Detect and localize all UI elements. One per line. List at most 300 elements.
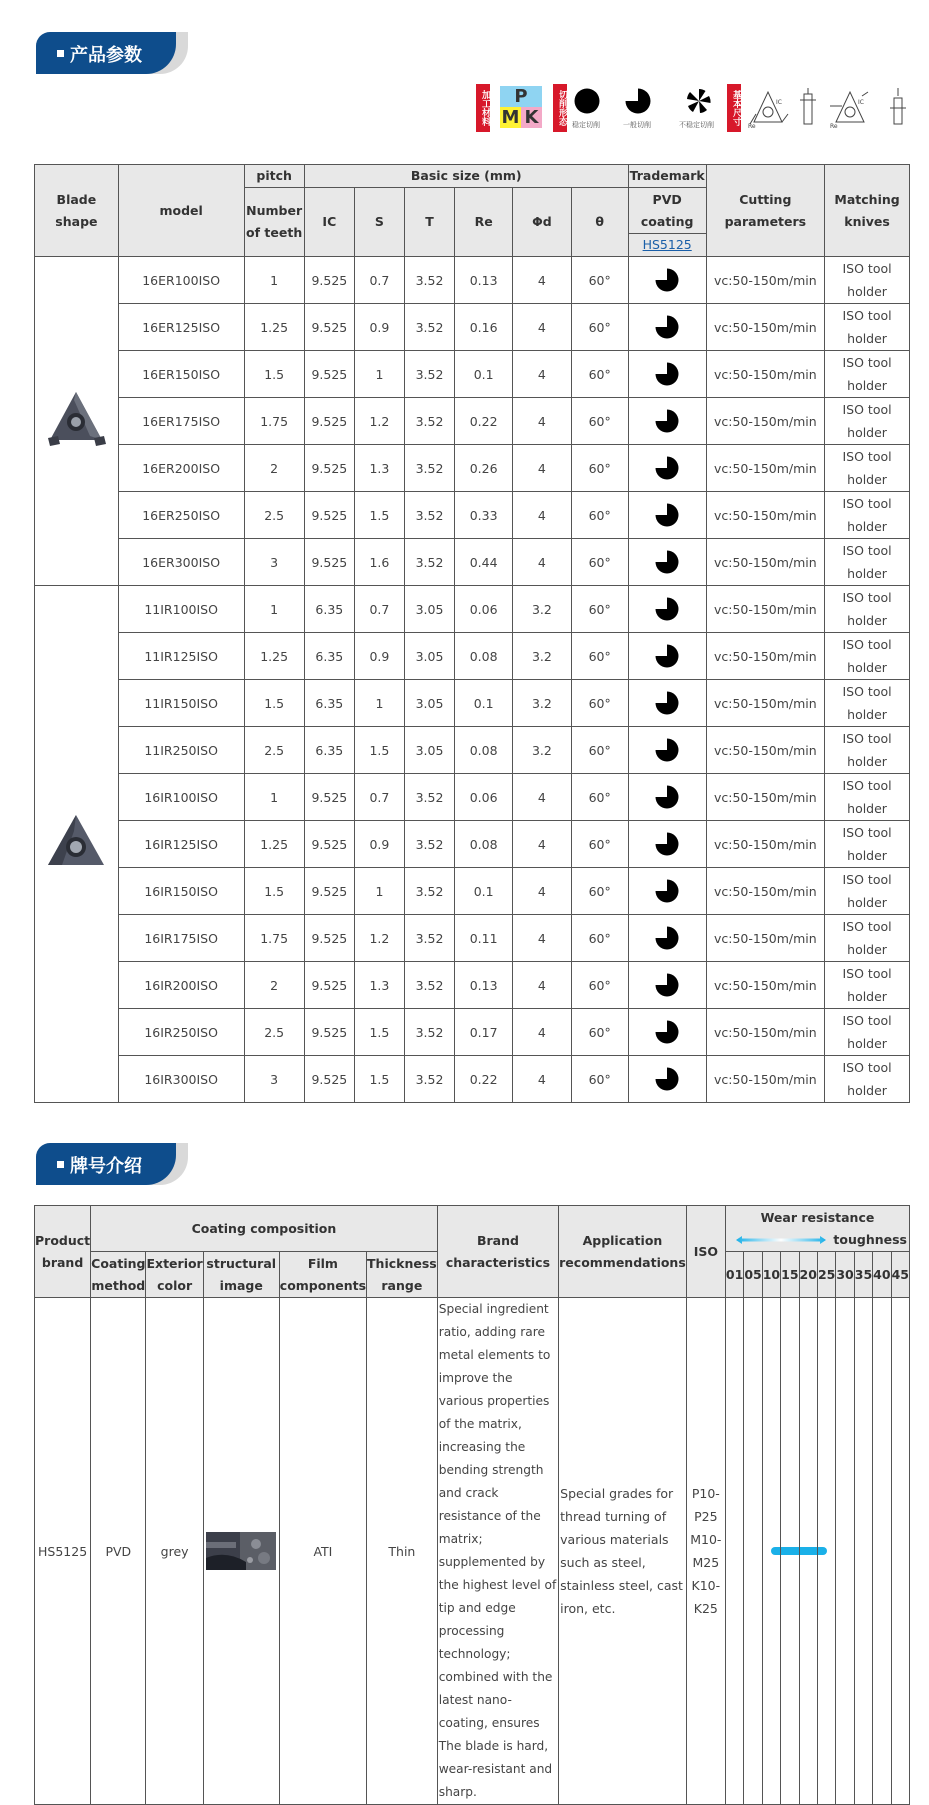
cell-d: 4 [513, 492, 571, 539]
cell-t: 3.52 [404, 915, 454, 962]
cell-s: 0.7 [354, 257, 404, 304]
cell-d: 3.2 [513, 633, 571, 680]
cell-cutting-parameters: vc:50-150m/min [706, 915, 825, 962]
wear-scale-cell [873, 1298, 891, 1805]
cell-t: 3.52 [404, 304, 454, 351]
wear-scale-tick: 25 [817, 1252, 835, 1298]
cell-pvd-coating [628, 727, 706, 774]
cell-cutting-parameters: vc:50-150m/min [706, 351, 825, 398]
wear-scale-cell [762, 1298, 780, 1805]
cell-model: 16IR100ISO [118, 774, 244, 821]
cell-s: 1.5 [354, 492, 404, 539]
cell-t: 3.52 [404, 774, 454, 821]
cell-pvd-coating [628, 868, 706, 915]
general-cutting-icon [655, 550, 679, 574]
cell-pitch: 2.5 [244, 1009, 304, 1056]
general-cutting-icon [655, 597, 679, 621]
wear-scale-tick: 45 [891, 1252, 909, 1298]
cell-d: 4 [513, 868, 571, 915]
cell-s: 1.6 [354, 539, 404, 586]
cell-re: 0.17 [455, 1009, 513, 1056]
cell-matching-knives: ISO tool holder [825, 1009, 910, 1056]
cell-pitch: 1.5 [244, 868, 304, 915]
header-pvd-coating: PVD coating [628, 188, 706, 234]
table-row [35, 633, 910, 680]
cell-pitch: 2 [244, 445, 304, 492]
cell-d: 4 [513, 962, 571, 1009]
wear-scale-cell [725, 1298, 743, 1805]
table-row [35, 1009, 910, 1056]
cell-pitch: 1.5 [244, 351, 304, 398]
cell-s: 1 [354, 868, 404, 915]
cell-theta: 60° [571, 257, 628, 304]
cell-pitch: 3 [244, 1056, 304, 1103]
wear-scale-tick: 35 [854, 1252, 872, 1298]
cell-re: 0.11 [455, 915, 513, 962]
cell-model: 16IR300ISO [118, 1056, 244, 1103]
product-parameters-body [35, 257, 910, 1103]
wear-scale-cell [817, 1298, 835, 1805]
cell-t: 3.52 [404, 492, 454, 539]
cell-d: 4 [513, 1009, 571, 1056]
general-cutting-icon [655, 268, 679, 292]
header-d: Φd [513, 188, 571, 257]
cell-film-components: ATI [279, 1298, 366, 1805]
header-coating-method: Coating method [91, 1252, 146, 1298]
cell-matching-knives: ISO tool holder [825, 915, 910, 962]
cell-pitch: 1.25 [244, 633, 304, 680]
header-coating-composition: Coating composition [91, 1206, 438, 1252]
wear-scale-tick: 01 [725, 1252, 743, 1298]
cell-ic: 9.525 [304, 915, 354, 962]
wear-scale-tick: 40 [873, 1252, 891, 1298]
cell-model: 16ER300ISO [118, 539, 244, 586]
cell-theta: 60° [571, 304, 628, 351]
pmk-p: P [500, 86, 542, 107]
header-basic-size: Basic size (mm) [304, 165, 628, 188]
cell-ic: 6.35 [304, 727, 354, 774]
general-cutting-icon [655, 738, 679, 762]
wear-scale-cell [891, 1298, 909, 1805]
cell-pitch: 1.25 [244, 821, 304, 868]
product-parameters-table [34, 164, 910, 1103]
cell-re: 0.16 [455, 304, 513, 351]
wear-range-bar [818, 1547, 827, 1555]
cell-s: 1.3 [354, 962, 404, 1009]
cell-cutting-parameters: vc:50-150m/min [706, 727, 825, 774]
label-basic-size: 基本尺寸 [727, 84, 741, 132]
general-cutting-icon [655, 409, 679, 433]
cell-cutting-parameters: vc:50-150m/min [706, 868, 825, 915]
cell-model: 11IR250ISO [118, 727, 244, 774]
insert-dimension-diagram-icon [746, 84, 912, 130]
cell-iso: P10-P25 M10-M25 K10-K25 [686, 1298, 725, 1805]
cell-theta: 60° [571, 868, 628, 915]
cell-re: 0.06 [455, 774, 513, 821]
header-cutting-parameters: Cutting parameters [706, 165, 825, 257]
cell-theta: 60° [571, 962, 628, 1009]
cell-matching-knives: ISO tool holder [825, 398, 910, 445]
cell-matching-knives: ISO tool holder [825, 492, 910, 539]
cell-model: 11IR100ISO [118, 586, 244, 633]
cell-matching-knives: ISO tool holder [825, 868, 910, 915]
cell-d: 4 [513, 1056, 571, 1103]
cell-re: 0.22 [455, 398, 513, 445]
cell-s: 0.7 [354, 774, 404, 821]
table-row [35, 680, 910, 727]
header-re: Re [455, 188, 513, 257]
table-row [35, 351, 910, 398]
cell-model: 11IR150ISO [118, 680, 244, 727]
section-banner-product-parameters [36, 32, 188, 74]
cell-cutting-parameters: vc:50-150m/min [706, 257, 825, 304]
cell-t: 3.52 [404, 1056, 454, 1103]
cell-ic: 9.525 [304, 398, 354, 445]
cell-ic: 9.525 [304, 539, 354, 586]
cell-cutting-parameters: vc:50-150m/min [706, 1009, 825, 1056]
cell-t: 3.05 [404, 633, 454, 680]
header-matching-knives: Matching knives [825, 165, 910, 257]
cell-theta: 60° [571, 445, 628, 492]
cell-cutting-parameters: vc:50-150m/min [706, 445, 825, 492]
cell-ic: 9.525 [304, 1009, 354, 1056]
cell-matching-knives: ISO tool holder [825, 304, 910, 351]
cell-pitch: 1.75 [244, 915, 304, 962]
table-row [35, 492, 910, 539]
cell-pvd-coating [628, 633, 706, 680]
cell-coating-method: PVD [91, 1298, 146, 1805]
toughness-label: toughness [833, 1231, 907, 1247]
cell-d: 4 [513, 351, 571, 398]
cell-s: 1 [354, 351, 404, 398]
cell-ic: 9.525 [304, 257, 354, 304]
cell-d: 3.2 [513, 680, 571, 727]
structural-micrograph-image [206, 1532, 276, 1570]
cell-pvd-coating [628, 1056, 706, 1103]
cell-theta: 60° [571, 680, 628, 727]
cell-model: 16IR250ISO [118, 1009, 244, 1056]
cell-t: 3.52 [404, 351, 454, 398]
cell-matching-knives: ISO tool holder [825, 351, 910, 398]
cell-theta: 60° [571, 1056, 628, 1103]
cell-model: 16ER100ISO [118, 257, 244, 304]
cell-t: 3.52 [404, 1009, 454, 1056]
cell-t: 3.05 [404, 727, 454, 774]
cell-pvd-coating [628, 821, 706, 868]
unstable-cutting-icon [686, 88, 712, 114]
table-row [35, 304, 910, 351]
cell-pvd-coating [628, 680, 706, 727]
cell-theta: 60° [571, 821, 628, 868]
cell-d: 4 [513, 539, 571, 586]
general-cutting-icon [655, 1067, 679, 1091]
cell-ic: 9.525 [304, 774, 354, 821]
wear-scale-tick: 20 [799, 1252, 817, 1298]
table-row [35, 586, 910, 633]
cell-model: 16IR200ISO [118, 962, 244, 1009]
wear-scale-cell [854, 1298, 872, 1805]
cell-cutting-parameters: vc:50-150m/min [706, 304, 825, 351]
wear-scale-cell [781, 1298, 799, 1805]
cell-re: 0.1 [455, 680, 513, 727]
cell-ic: 6.35 [304, 586, 354, 633]
cell-cutting-parameters: vc:50-150m/min [706, 680, 825, 727]
cell-pvd-coating [628, 398, 706, 445]
cell-t: 3.52 [404, 539, 454, 586]
table-row [35, 539, 910, 586]
cell-pitch: 1.75 [244, 398, 304, 445]
cell-d: 4 [513, 915, 571, 962]
header-ic: IC [304, 188, 354, 257]
table-row [35, 868, 910, 915]
cell-matching-knives: ISO tool holder [825, 821, 910, 868]
cell-ic: 9.525 [304, 868, 354, 915]
header-pitch: pitch [244, 165, 304, 188]
cell-cutting-parameters: vc:50-150m/min [706, 492, 825, 539]
cell-matching-knives: ISO tool holder [825, 727, 910, 774]
cell-matching-knives: ISO tool holder [825, 1056, 910, 1103]
general-cutting-icon [655, 785, 679, 809]
cell-exterior-color: grey [146, 1298, 203, 1805]
cell-blade-shape [35, 257, 119, 586]
table-row [35, 445, 910, 492]
cell-brand-characteristics: Special ingredient ratio, adding rare metal elements to improve the various properties of the matrix, increasing the bending strength and crack resistance of the matrix; supplemented by the highest level of tip and edge processing technology; combined with the latest nano-coating, ensures The blade is hard, wear-resistant and sharp. [437, 1298, 558, 1805]
table-row [35, 821, 910, 868]
header-brand-characteristics: Brand characteristics [437, 1206, 558, 1298]
cell-cutting-parameters: vc:50-150m/min [706, 821, 825, 868]
label-cutting-form: 切削形态 [553, 84, 567, 132]
wear-scale-tick: 10 [762, 1252, 780, 1298]
wear-scale-cell [836, 1298, 854, 1805]
general-cutting-icon [655, 456, 679, 480]
cell-ic: 9.525 [304, 1056, 354, 1103]
cell-d: 4 [513, 304, 571, 351]
cell-re: 0.26 [455, 445, 513, 492]
cell-pvd-coating [628, 445, 706, 492]
wear-toughness-arrow-icon [736, 1236, 826, 1244]
header-exterior-color: Exterior color [146, 1252, 203, 1298]
cell-ic: 9.525 [304, 821, 354, 868]
cell-cutting-parameters: vc:50-150m/min [706, 1056, 825, 1103]
wear-scale-tick: 30 [836, 1252, 854, 1298]
cell-s: 0.9 [354, 821, 404, 868]
cell-pitch: 2.5 [244, 727, 304, 774]
cell-application-recommendations: Special grades for thread turning of various materials such as steel, stainless steel, cast iron, etc. [559, 1298, 687, 1805]
general-cutting-icon [655, 691, 679, 715]
cell-ic: 9.525 [304, 962, 354, 1009]
cell-s: 1 [354, 680, 404, 727]
cell-pvd-coating [628, 539, 706, 586]
header-structural-image: structural image [203, 1252, 279, 1298]
cell-pvd-coating [628, 304, 706, 351]
cell-re: 0.08 [455, 633, 513, 680]
wear-toughness-scale [726, 1229, 909, 1251]
wear-range-bar [771, 1547, 780, 1555]
cell-brand: HS5125 [35, 1298, 91, 1805]
cell-pitch: 3 [244, 539, 304, 586]
cell-t: 3.52 [404, 445, 454, 492]
general-cutting-label: 一般切削 [623, 121, 651, 129]
cell-ic: 9.525 [304, 304, 354, 351]
cell-t: 3.05 [404, 586, 454, 633]
cell-re: 0.44 [455, 539, 513, 586]
bullet-icon [57, 50, 64, 57]
cell-ic: 9.525 [304, 351, 354, 398]
svg-text:Re: Re [830, 123, 838, 130]
label-machining-material: 加工材料 [476, 84, 490, 132]
cell-pitch: 1 [244, 586, 304, 633]
cell-cutting-parameters: vc:50-150m/min [706, 586, 825, 633]
cell-thickness-range: Thin [367, 1298, 438, 1805]
cell-d: 3.2 [513, 727, 571, 774]
stable-cutting-icon [574, 88, 600, 114]
cell-re: 0.33 [455, 492, 513, 539]
pmk-material-badge [500, 86, 542, 128]
header-film-components: Film components [279, 1252, 366, 1298]
svg-text:Re: Re [748, 123, 756, 130]
header-theta: θ [571, 188, 628, 257]
cell-theta: 60° [571, 398, 628, 445]
external-thread-insert-image [44, 388, 108, 448]
cell-t: 3.52 [404, 821, 454, 868]
wear-scale-tick: 15 [781, 1252, 799, 1298]
table-row [35, 398, 910, 445]
cell-pvd-coating [628, 774, 706, 821]
cell-theta: 60° [571, 774, 628, 821]
grade-link-hs5125[interactable]: HS5125 [642, 237, 692, 252]
cell-d: 3.2 [513, 586, 571, 633]
wear-range-bar [781, 1547, 798, 1555]
cell-pitch: 1.25 [244, 304, 304, 351]
cell-matching-knives: ISO tool holder [825, 539, 910, 586]
cell-s: 1.5 [354, 1009, 404, 1056]
cell-matching-knives: ISO tool holder [825, 680, 910, 727]
header-model: model [118, 165, 244, 257]
cell-t: 3.52 [404, 868, 454, 915]
cell-t: 3.52 [404, 398, 454, 445]
cell-theta: 60° [571, 492, 628, 539]
wear-scale-cell [799, 1298, 817, 1805]
pmk-k: K [521, 107, 542, 128]
cell-ic: 6.35 [304, 633, 354, 680]
cell-model: 16IR125ISO [118, 821, 244, 868]
cell-re: 0.22 [455, 1056, 513, 1103]
grade-introduction-table [34, 1205, 910, 1805]
cell-s: 0.7 [354, 586, 404, 633]
cell-theta: 60° [571, 727, 628, 774]
section-title: 产品参数 [70, 45, 142, 66]
header-number-of-teeth: Number of teeth [244, 188, 304, 257]
cell-t: 3.05 [404, 680, 454, 727]
unstable-cutting-label: 不稳定切削 [679, 121, 714, 129]
cell-s: 1.2 [354, 398, 404, 445]
cell-matching-knives: ISO tool holder [825, 445, 910, 492]
header-trademark: Trademark [628, 165, 706, 188]
cell-matching-knives: ISO tool holder [825, 774, 910, 821]
header-thickness-range: Thickness range [367, 1252, 438, 1298]
cell-theta: 60° [571, 586, 628, 633]
wear-scale-cell [744, 1298, 762, 1805]
cell-cutting-parameters: vc:50-150m/min [706, 398, 825, 445]
cell-model: 16ER200ISO [118, 445, 244, 492]
cell-model: 16ER250ISO [118, 492, 244, 539]
cell-theta: 60° [571, 539, 628, 586]
cell-re: 0.1 [455, 868, 513, 915]
cell-re: 0.13 [455, 257, 513, 304]
cell-matching-knives: ISO tool holder [825, 962, 910, 1009]
cell-pitch: 2.5 [244, 492, 304, 539]
header-iso: ISO [686, 1206, 725, 1298]
cell-pvd-coating [628, 1009, 706, 1056]
cell-matching-knives: ISO tool holder [825, 633, 910, 680]
cell-t: 3.52 [404, 962, 454, 1009]
cell-pvd-coating [628, 492, 706, 539]
cell-cutting-parameters: vc:50-150m/min [706, 962, 825, 1009]
cell-re: 0.08 [455, 821, 513, 868]
cell-re: 0.1 [455, 351, 513, 398]
cell-pitch: 1 [244, 257, 304, 304]
cell-re: 0.13 [455, 962, 513, 1009]
table-row [35, 962, 910, 1009]
cell-s: 1.5 [354, 727, 404, 774]
cell-cutting-parameters: vc:50-150m/min [706, 539, 825, 586]
general-cutting-icon [655, 926, 679, 950]
cell-model: 16IR150ISO [118, 868, 244, 915]
cell-d: 4 [513, 774, 571, 821]
cell-theta: 60° [571, 633, 628, 680]
svg-text:IC: IC [858, 99, 864, 106]
header-blade-shape: Blade shape [35, 165, 119, 257]
cell-model: 16ER125ISO [118, 304, 244, 351]
table-row [35, 1056, 910, 1103]
cell-model: 16ER150ISO [118, 351, 244, 398]
cell-theta: 60° [571, 1009, 628, 1056]
cell-pitch: 2 [244, 962, 304, 1009]
table-row [35, 727, 910, 774]
cell-matching-knives: ISO tool holder [825, 586, 910, 633]
svg-text:IC: IC [776, 99, 782, 106]
wear-resistance-label: Wear resistance [760, 1209, 875, 1225]
pmk-m: M [501, 107, 520, 128]
general-cutting-icon [655, 503, 679, 527]
cell-pvd-coating [628, 257, 706, 304]
cell-t: 3.52 [404, 257, 454, 304]
cell-s: 0.9 [354, 304, 404, 351]
table-row [35, 257, 910, 304]
cell-s: 1.2 [354, 915, 404, 962]
cell-d: 4 [513, 257, 571, 304]
cell-theta: 60° [571, 351, 628, 398]
cell-d: 4 [513, 445, 571, 492]
bullet-icon [57, 1161, 64, 1168]
general-cutting-icon [655, 315, 679, 339]
cell-pvd-coating [628, 915, 706, 962]
cell-pvd-coating [628, 586, 706, 633]
cell-s: 1.5 [354, 1056, 404, 1103]
section-banner-grade-introduction [36, 1143, 188, 1185]
cell-ic: 9.525 [304, 445, 354, 492]
cell-theta: 60° [571, 915, 628, 962]
cell-model: 16ER175ISO [118, 398, 244, 445]
cell-pvd-coating [628, 351, 706, 398]
general-cutting-icon [655, 879, 679, 903]
cell-cutting-parameters: vc:50-150m/min [706, 633, 825, 680]
header-product-brand: Product brand [35, 1206, 91, 1298]
cell-cutting-parameters: vc:50-150m/min [706, 774, 825, 821]
general-cutting-icon [655, 362, 679, 386]
table-row [35, 774, 910, 821]
cell-ic: 6.35 [304, 680, 354, 727]
